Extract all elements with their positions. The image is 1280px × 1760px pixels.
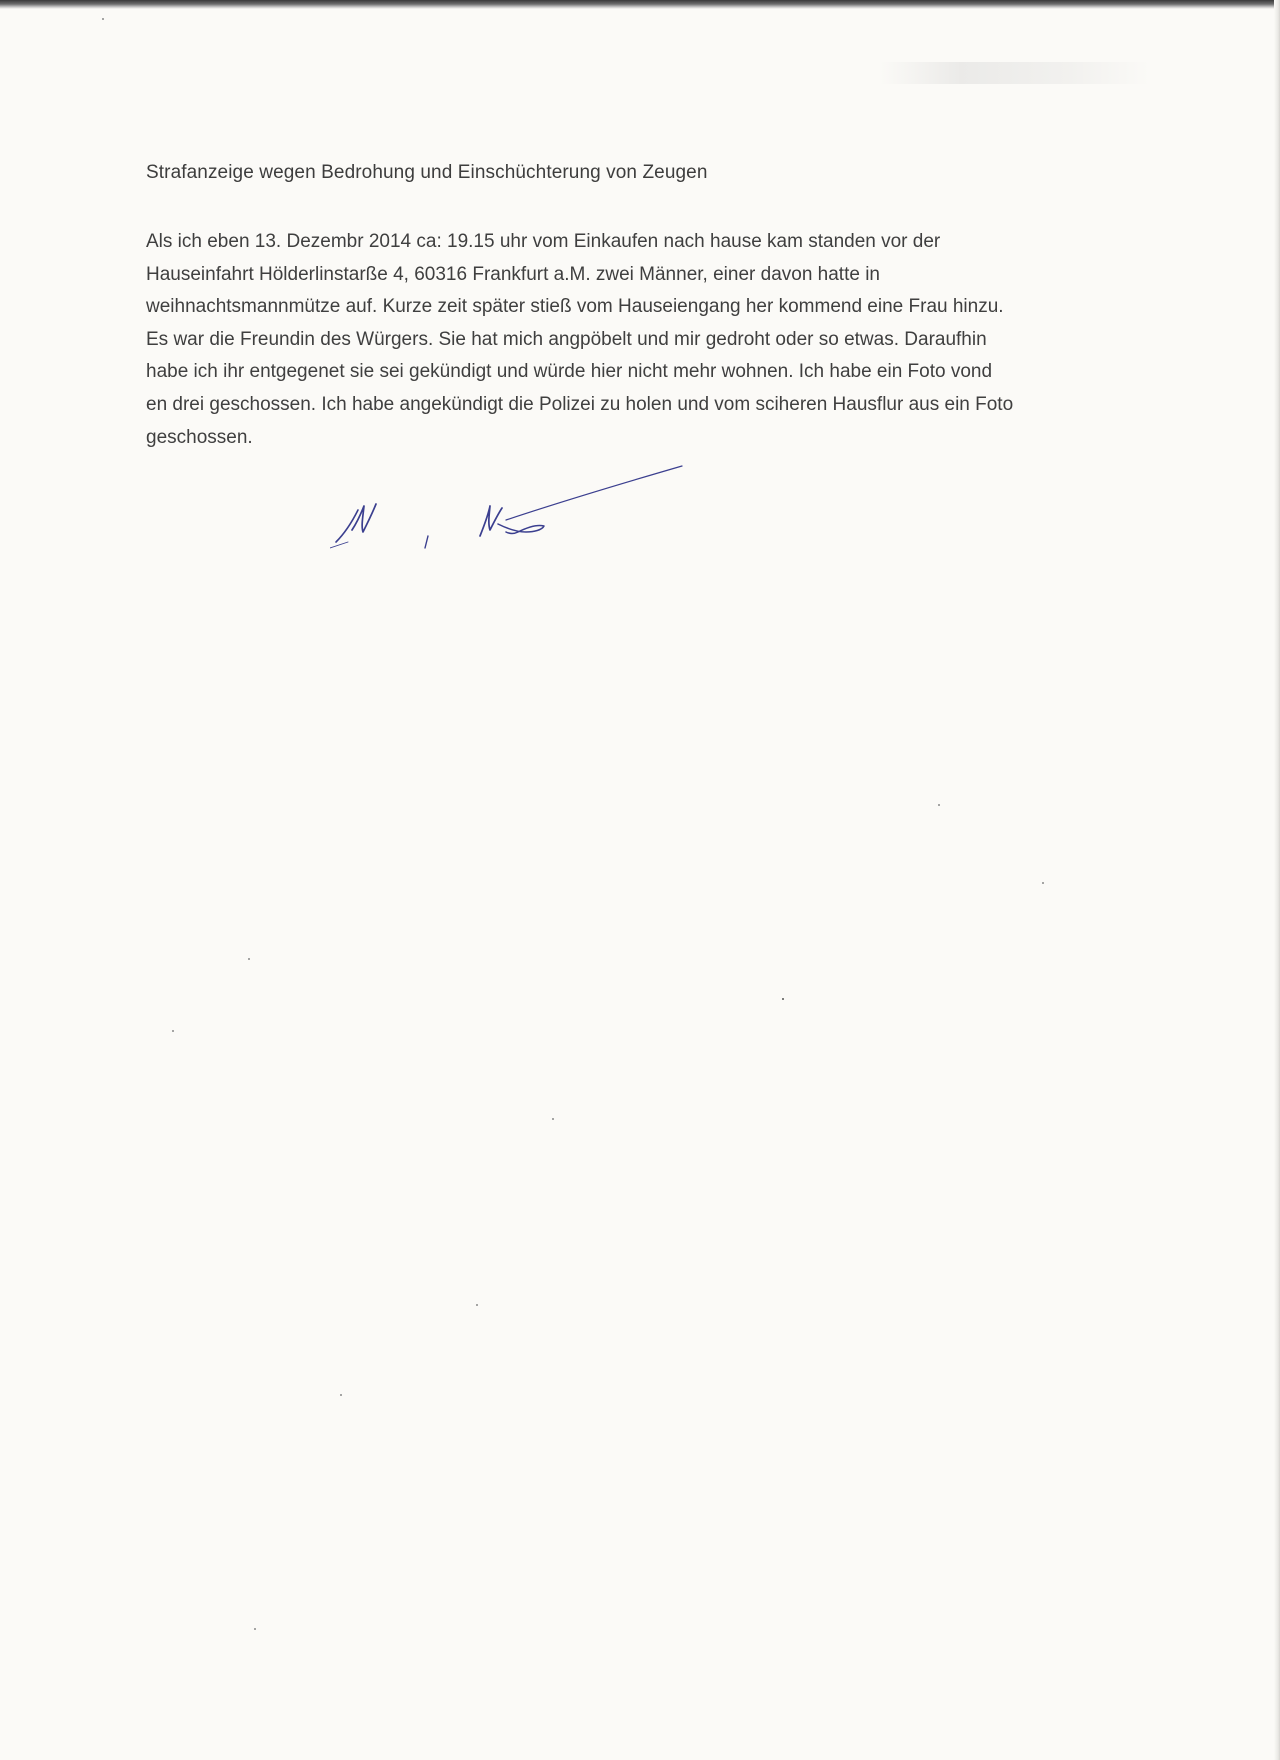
body-line: habe ich ihr entgegenet sie sei gekündigt und würde hier nicht mehr wohnen. Ich habe ein Foto vond [146, 361, 993, 383]
handwritten-signature [330, 458, 690, 558]
scan-speck [254, 1628, 256, 1630]
body-line: geschossen. [146, 426, 253, 448]
signature-stroke [498, 524, 544, 534]
scan-right-edge [1274, 0, 1280, 1760]
scan-top-edge [0, 0, 1280, 9]
signature-stroke [480, 506, 502, 536]
scan-speck [172, 1030, 174, 1032]
body-line: weihnachtsmannmütze auf. Kurze zeit später stieß vom Hauseiengang her kommend eine Frau hinzu. [146, 296, 1004, 318]
body-line: Es war die Freundin des Würgers. Sie hat mich angpöbelt und mir gedroht oder so etwas. Daraufhin [146, 328, 987, 350]
scan-speck [552, 1118, 554, 1120]
signature-stroke [425, 536, 428, 548]
scan-speck [938, 804, 940, 806]
document-body [146, 226, 1126, 454]
scan-speck [782, 998, 784, 1000]
scan-speck [248, 958, 250, 960]
body-line: Hauseinfahrt Hölderlinstarße 4, 60316 Frankfurt a.M. zwei Männer, einer davon hatte in [146, 263, 880, 285]
signature-stroke [330, 542, 348, 548]
scan-bleed-through [880, 62, 1150, 84]
scan-speck [340, 1394, 342, 1396]
body-line: en drei geschossen. Ich habe angekündigt die Polizei zu holen und vom sciheren Hausflur aus ein Foto [146, 393, 1014, 415]
body-line: Als ich eben 13. Dezembr 2014 ca: 19.15 uhr vom Einkaufen nach hause kam standen vor der [146, 231, 941, 252]
scan-speck [102, 18, 104, 20]
scan-speck [1042, 882, 1044, 884]
signature-stroke [352, 504, 376, 532]
scan-speck [476, 1304, 478, 1306]
document-title: Strafanzeige wegen Bedrohung und Einschüchterung von Zeugen [146, 162, 708, 183]
signature-stroke [506, 466, 682, 520]
